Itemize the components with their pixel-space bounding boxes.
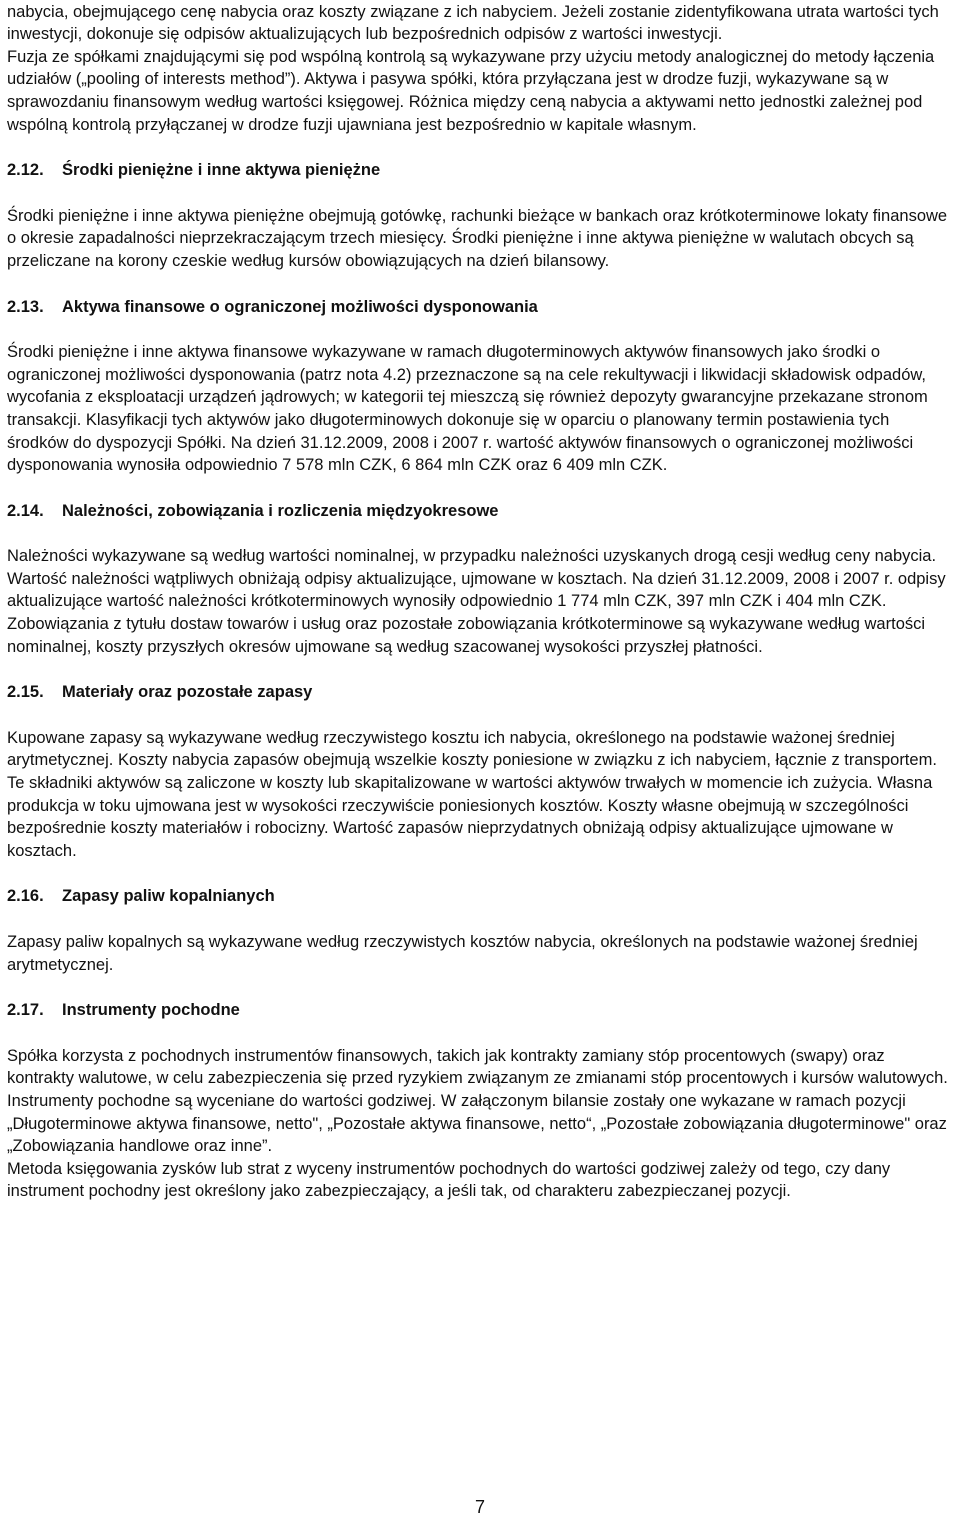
- section-heading: [7, 159, 955, 182]
- section-heading: [7, 885, 955, 908]
- section-number: 2.15.: [7, 683, 44, 702]
- section-paragraph: Środki pieniężne i inne aktywa finansowe wykazywane w ramach długoterminowych aktywów finansowych jako środki o ograniczonej możliwości dysponowania (patrz nota 4.2) przeznaczone są na cele rekultywacji i likwidacji składowisk odpadów, wycofania z eksploatacji urządzeń jądrowych; w kategorii tej mieszczą się również depozyty gwarancyjne przekazane stronom transakcji. Klasyfikacji tych aktywów jako długoterminowych dokonuje się w oparciu o planowany termin postawienia tych środków do dyspozycji Spółki. Na dzień 31.12.2009, 2008 i 2007 r. wartość aktywów finansowych o ograniczonej możliwości dysponowania wynosiła odpowiednio 7 578 mln CZK, 6 864 mln CZK oraz 6 409 mln CZK.: [7, 343, 928, 475]
- section-paragraph: Należności wykazywane są według wartości nominalnej, w przypadku należności uzyskanych drogą cesji według ceny nabycia. Wartość należności wątpliwych obniżają odpisy aktualizujące, ujmowane w kosztach. Na dzień 31.12.2009, 2008 i 2007 r. odpisy aktualizujące wartość należności krótkoterminowych wynosiły odpowiednio 1 774 mln CZK, 397 mln CZK i 404 mln CZK.: [7, 547, 946, 611]
- section-paragraph: Metoda księgowania zysków lub strat z wyceny instrumentów pochodnych do wartości godziwej zależy od tego, czy dany instrument pochodny jest określony jako zabezpieczający, a jeśli tak, od charakteru zabezpieczanej pozycji.: [7, 1159, 891, 1201]
- section-2-16: [7, 885, 955, 976]
- section-title: Zapasy paliw kopalnianych: [62, 887, 275, 906]
- section-paragraph: Spółka korzysta z pochodnych instrumentów finansowych, takich jak kontrakty zamiany stóp procentowych (swapy) oraz kontrakty walutowe, w celu zabezpieczenia się przed ryzykiem związanym ze zmianami stóp procentowych i kursów walutowych. Instrumenty pochodne są wyceniane do wartości godziwej. W załączonym bilansie zostały one wykazane w ramach pozycji „Długoterminowe aktywa finansowe, netto", „Pozostałe aktywa finansowe, netto“, „Pozostałe zobowiązania długoterminowe" oraz „Zobowiązania handlowe oraz inne”.: [7, 1046, 948, 1156]
- document-page: [7, 0, 955, 1203]
- section-paragraph: Zobowiązania z tytułu dostaw towarów i usług oraz pozostałe zobowiązania krótkoterminowe są wykazywane według wartości nominalnej, koszty przyszłych okresów ujmowane są według szacowanej wysokości przyszłej płatności.: [7, 615, 926, 656]
- section-number: 2.12.: [7, 161, 44, 180]
- section-2-15: [7, 681, 955, 862]
- section-2-14: [7, 500, 955, 659]
- section-heading: [7, 999, 955, 1022]
- section-2-17: [7, 999, 955, 1203]
- section-title: Instrumenty pochodne: [62, 1001, 240, 1020]
- section-paragraph: Zapasy paliw kopalnych są wykazywane według rzeczywistych kosztów nabycia, określonych na podstawie ważonej średniej arytmetycznej.: [7, 933, 918, 974]
- section-heading: [7, 681, 955, 704]
- section-paragraph: Kupowane zapasy są wykazywane według rzeczywistego kosztu ich nabycia, określonego na podstawie ważonej średniej arytmetycznej. Koszty nabycia zapasów obejmują wszelkie koszty poniesione w związku z ich nabyciem, łącznie z transportem. Te składniki aktywów są zaliczone w koszty lub skapitalizowane w wartości aktywów trwałych w momencie ich zużycia. Własna produkcja w toku ujmowana jest w wysokości rzeczywiście poniesionych kosztów. Koszty własne obejmują w szczególności bezpośrednie koszty materiałów i robocizny. Wartość zapasów nieprzydatnych obniżają odpisy aktualizujące ujmowane w kosztach.: [7, 728, 937, 860]
- section-2-13: [7, 296, 955, 477]
- intro-paragraph-investments: nabycia, obejmującego cenę nabycia oraz koszty związane z ich nabyciem. Jeżeli zostanie zidentyfikowana utrata wartości tych inwestycji, dokonuje się odpisów aktualizujących lub bezpośrednich odpisów z wartości inwestycji.: [7, 2, 939, 44]
- section-paragraph: Środki pieniężne i inne aktywa pieniężne obejmują gotówkę, rachunki bieżące w bankach oraz krótkoterminowe lokaty finansowe o okresie zapadalności nieprzekraczającym trzech miesięcy. Środki pieniężne i inne aktywa pieniężne w walutach obcych są przeliczane na korony czeskie według kursów obowiązujących na dzień bilansowy.: [7, 206, 948, 270]
- page-number: 7: [474, 1497, 485, 1517]
- section-heading: [7, 500, 955, 523]
- section-heading: [7, 296, 955, 319]
- section-number: 2.16.: [7, 887, 44, 906]
- section-title: Materiały oraz pozostałe zapasy: [62, 683, 313, 702]
- section-number: 2.13.: [7, 297, 44, 316]
- section-title: Należności, zobowiązania i rozliczenia międzyokresowe: [62, 501, 499, 520]
- section-title: Środki pieniężne i inne aktywa pieniężne: [62, 161, 381, 180]
- section-2-12: [7, 159, 955, 272]
- section-number: 2.17.: [7, 1001, 44, 1020]
- section-number: 2.14.: [7, 501, 44, 520]
- section-title: Aktywa finansowe o ograniczonej możliwości dysponowania: [62, 297, 538, 316]
- intro-paragraph-merger: Fuzja ze spółkami znajdującymi się pod wspólną kontrolą są wykazywane przy użyciu metody analogicznej do metody łączenia udziałów („pooling of interests method”). Aktywa i pasywa spółki, która przyłączana jest w drodze fuzji, wykazywane są w sprawozdaniu finansowym według wartości księgowej. Różnica między ceną nabycia a aktywami netto jednostki zależnej pod wspólną kontrolą przyłączanej w drodze fuzji ujawniana jest bezpośrednio w kapitale własnym.: [7, 47, 935, 134]
- intro-block: [7, 0, 955, 136]
